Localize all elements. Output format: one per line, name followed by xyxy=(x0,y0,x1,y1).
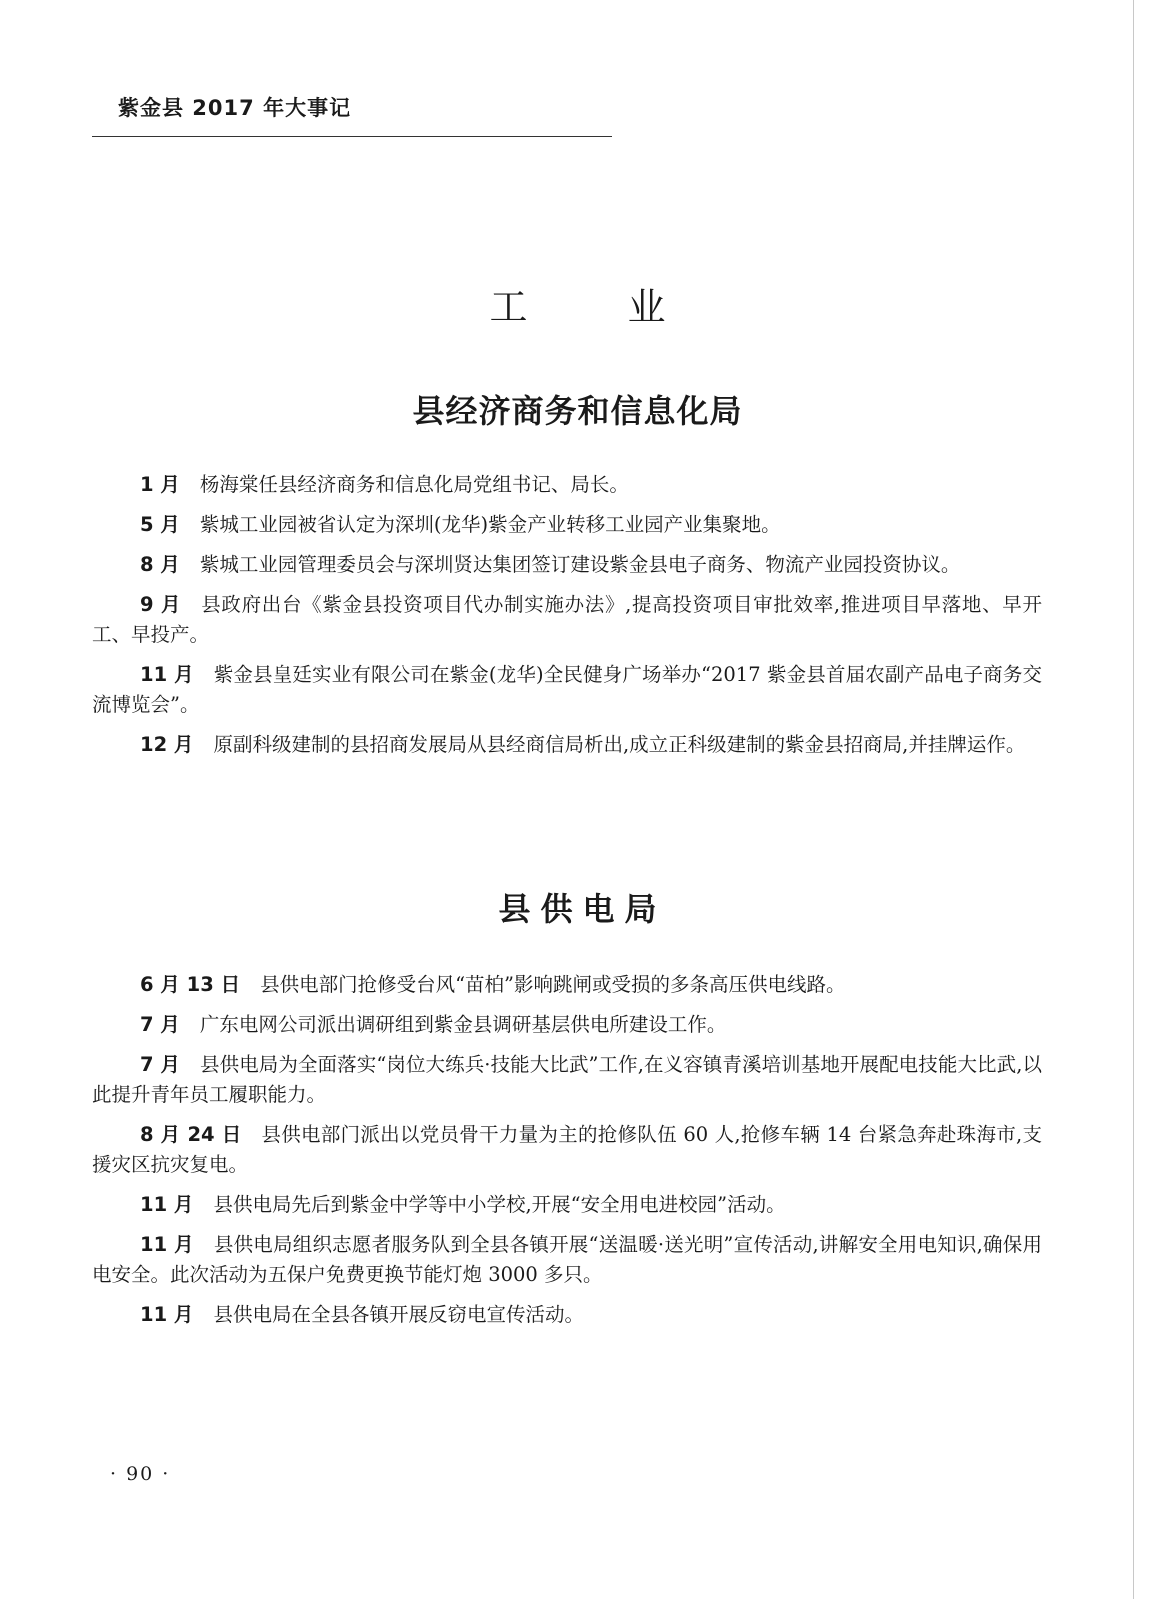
event-entry xyxy=(92,1190,1042,1220)
event-text: 杨海棠任县经济商务和信息化局党组书记、局长。 xyxy=(199,473,629,496)
page-edge-line xyxy=(1133,0,1134,1599)
chapter-title: 工业 xyxy=(489,285,766,329)
event-date: 8 月 24 日 xyxy=(140,1123,242,1146)
event-entry xyxy=(92,590,1042,650)
running-header: 紫金县 2017 年大事记 xyxy=(118,96,352,120)
event-text: 县政府出台《紫金县投资项目代办制实施办法》,提高投资项目审批效率,推进项目早落地、早开工、早投产。 xyxy=(92,593,1042,646)
event-date: 1 月 xyxy=(140,473,180,496)
entry-list xyxy=(92,470,1042,770)
header-rule xyxy=(92,136,612,137)
event-text: 县供电局先后到紫金中学等中小学校,开展“安全用电进校园”活动。 xyxy=(213,1193,786,1216)
event-entry xyxy=(92,1010,1042,1040)
event-text: 紫城工业园管理委员会与深圳贤达集团签订建设紫金县电子商务、物流产业园投资协议。 xyxy=(199,553,961,576)
section-title: 县供电局 xyxy=(498,890,667,928)
event-entry xyxy=(92,730,1042,760)
event-date: 12 月 xyxy=(140,733,194,756)
event-date: 11 月 xyxy=(140,663,194,686)
event-text: 县供电部门派出以党员骨干力量为主的抢修队伍 60 人,抢修车辆 14 台紧急奔赴珠海市,支援灾区抗灾复电。 xyxy=(92,1123,1042,1176)
event-date: 9 月 xyxy=(140,593,182,616)
page-number: · 90 · xyxy=(110,1463,171,1485)
event-entry xyxy=(92,660,1042,720)
event-date: 7 月 xyxy=(140,1013,180,1036)
entry-list xyxy=(92,970,1042,1340)
event-entry xyxy=(92,970,1042,1000)
event-entry xyxy=(92,1120,1042,1180)
event-entry xyxy=(92,550,1042,580)
event-date: 11 月 xyxy=(140,1303,194,1326)
event-text: 紫城工业园被省认定为深圳(龙华)紫金产业转移工业园产业集聚地。 xyxy=(199,513,781,536)
event-text: 县供电局在全县各镇开展反窃电宣传活动。 xyxy=(213,1303,584,1326)
event-entry xyxy=(92,470,1042,500)
event-entry xyxy=(92,1230,1042,1290)
event-date: 11 月 xyxy=(140,1193,194,1216)
event-date: 6 月 13 日 xyxy=(140,973,241,996)
event-date: 7 月 xyxy=(140,1053,181,1076)
event-text: 紫金县皇廷实业有限公司在紫金(龙华)全民健身广场举办“2017 紫金县首届农副产品电子商务交流博览会”。 xyxy=(92,663,1042,716)
section-title: 县经济商务和信息化局 xyxy=(412,392,743,430)
event-text: 县供电局组织志愿者服务队到全县各镇开展“送温暖·送光明”宣传活动,讲解安全用电知识,确保用电安全。此次活动为五保户免费更换节能灯炮 3000 多只。 xyxy=(92,1233,1042,1286)
event-text: 原副科级建制的县招商发展局从县经商信局析出,成立正科级建制的紫金县招商局,并挂牌运作。 xyxy=(213,733,1026,756)
event-entry xyxy=(92,1050,1042,1110)
event-text: 县供电部门抢修受台风“苗柏”影响跳闸或受损的多条高压供电线路。 xyxy=(260,973,846,996)
event-entry xyxy=(92,1300,1042,1330)
event-date: 8 月 xyxy=(140,553,180,576)
event-date: 5 月 xyxy=(140,513,180,536)
event-text: 县供电局为全面落实“岗位大练兵·技能大比武”工作,在义容镇青溪培训基地开展配电技能大比武,以此提升青年员工履职能力。 xyxy=(92,1053,1042,1106)
event-entry xyxy=(92,510,1042,540)
event-text: 广东电网公司派出调研组到紫金县调研基层供电所建设工作。 xyxy=(199,1013,727,1036)
event-date: 11 月 xyxy=(140,1233,194,1256)
